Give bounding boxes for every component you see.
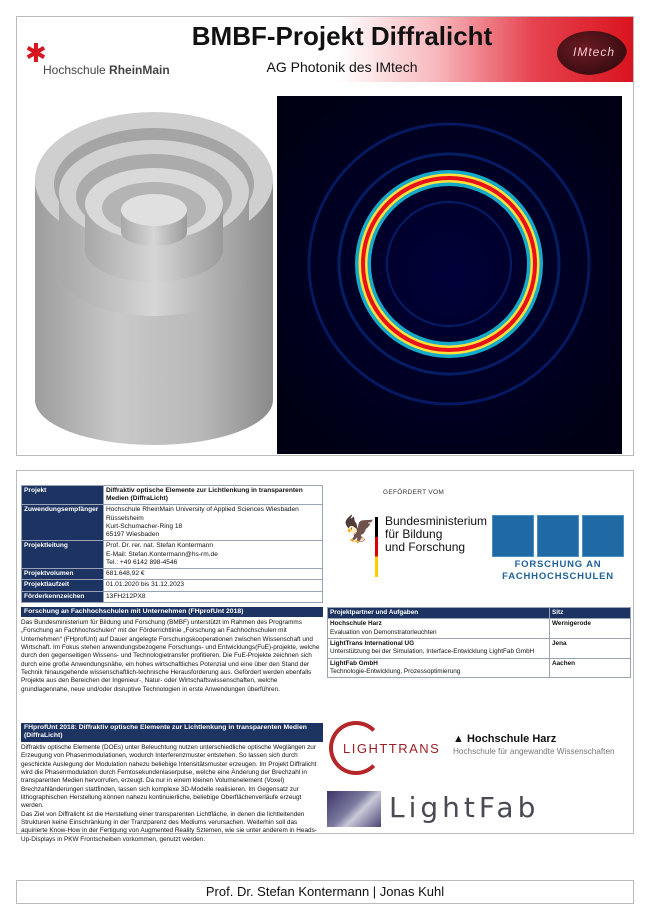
project-info-value: Diffraktiv optische Elemente zur Lichtlenkung in transparenten Medien (DiffraLicht) xyxy=(104,486,323,505)
poster-header xyxy=(16,16,634,82)
info-panel xyxy=(16,470,634,843)
german-flag-bar xyxy=(375,517,378,577)
fhprofunt-text: Das Bundesministerium für Bildung und Forschung (BMBF) unterstützt im Rahmen des Programms „Forschung an Fachhochschulen“ mit der Förderrichtlinie „Forschung an Fachhochschulen mit Unternehmen“ (FHprofUnt) auf Dauer angelegte Forschungskooperationen zwischen Wissenschaft und Wirtschaft. Im Fokus stehen anwendungsbezogene Forschungs- und Entwicklungs(FuE)-projekte, welche durch den gegenseitigen Wissens- und Technologietransfer profitieren. Die FuE-Projekte zeichnen sich durch eine große Anwendungsnähe, ein hohes wirtschaftliches Potenzial und eine über den Stand der Technik hinausgehende wissenschaftlich-technische Herausforderung aus. Gefördert werden ebenfalls Projekte aus den Bereichen der Ingenieur-, Natur- oder Wirtschaftswissenschaften, welche grundlagennahe, neue und/oder disruptive Technologien in erste Anwendungen überführen. xyxy=(21,619,320,693)
lighttrans-wordmark: LIGHTTRANS xyxy=(343,741,441,756)
imtech-logo: IMtech xyxy=(557,31,627,75)
partner-task: Technologie-Entwicklung, Prozessoptimierung xyxy=(330,667,461,675)
lightfab-square-icon xyxy=(327,791,381,827)
partner-cell xyxy=(328,619,550,639)
project-info-key: Projektvolumen xyxy=(22,569,104,580)
network-icon xyxy=(492,515,534,557)
partner-row xyxy=(328,638,631,658)
project-info-key: Zuwendungsempfänger xyxy=(22,505,104,541)
partner-sitz: Wernigerode xyxy=(550,619,631,639)
hochschule-harz-logo xyxy=(453,733,633,756)
partner-name: LightFab GmbH xyxy=(330,659,378,667)
lightfab-logo xyxy=(327,789,627,829)
poster-subtitle: AG Photonik des IMtech xyxy=(266,59,418,75)
authors-footer: Prof. Dr. Stefan Kontermann | Jonas Kuhl xyxy=(16,880,634,904)
harz-name: ▲ Hochschule Harz xyxy=(453,733,557,745)
partner-name: Hochschule Harz xyxy=(330,620,382,628)
project-info-value: 13FH212PX8 xyxy=(104,591,323,602)
building-icon xyxy=(537,515,579,557)
lighttrans-logo xyxy=(329,721,447,771)
project-info-row xyxy=(22,541,323,569)
sponsor-label: GEFÖRDERT VOM xyxy=(383,489,445,496)
bmbf-wordmark: Bundesministerium für Bildung und Forschung xyxy=(385,514,488,554)
project-info-row xyxy=(22,591,323,602)
project-info-row xyxy=(22,505,323,541)
partners-header-row xyxy=(328,608,631,619)
federal-eagle-icon: 🦅 xyxy=(343,515,376,545)
project-info-key: Projektlaufzeit xyxy=(22,580,104,591)
project-info-table xyxy=(21,485,323,603)
fhprofunt-heading: Forschung an Fachhochschulen mit Unternehmen (FHprofUnt 2018) xyxy=(21,607,323,617)
doe-3d-model-image xyxy=(29,100,279,450)
project-info-value: 681.648,92 € xyxy=(104,569,323,580)
partner-sitz: Jena xyxy=(550,638,631,658)
harz-subtitle: Hochschule für angewandte Wissenschaften xyxy=(453,747,615,756)
partner-sitz: Aachen xyxy=(550,658,631,678)
partner-name: LightTrans International UG xyxy=(330,639,415,647)
diffraction-simulation-image xyxy=(277,96,622,454)
partner-row xyxy=(328,658,631,678)
program-line2: FACHHOCHSCHULEN xyxy=(502,571,614,582)
partner-task: Unterstützung bei der Simulation, Interface-Entwicklung LightFab GmbH xyxy=(330,648,535,656)
project-info-key: Projektleitung xyxy=(22,541,104,569)
hochschule-rheinmain-logo xyxy=(23,41,173,77)
forschung-an-fachhochschulen-logo xyxy=(485,515,631,585)
partner-cell xyxy=(328,638,550,658)
diffralicht-heading: FHprofUnt 2018: Diffraktiv optische Elemente zur Lichtlenkung in transparenten Medien (DiffraLicht) xyxy=(21,723,323,742)
image-panel xyxy=(16,82,634,456)
project-info-key: Förderkennzeichen xyxy=(22,591,104,602)
project-info-key: Projekt xyxy=(22,486,104,505)
partners-header-sitz: Sitz xyxy=(550,608,631,619)
bmbf-logo xyxy=(339,513,487,583)
partner-task: Evaluation von Demonstratorleuchten xyxy=(330,628,437,636)
partner-cell xyxy=(328,658,550,678)
rheinmain-star-icon: ✱ xyxy=(25,39,47,69)
partner-row xyxy=(328,619,631,639)
poster-title: BMBF-Projekt Diffralicht xyxy=(191,21,493,51)
diffralicht-text: Diffraktiv optische Elemente (DOEs) unter Beleuchtung nutzen unterschiedliche optische Weglängen zur Erzeugung von Phasenmodulationen, wodurch Interferenzmuster entstehen. So lassen sich durch geschickte Auslegung der Modulation nahezu beliebige Intensitätsmuster erzeugen. Im Projekt Diffralicht wird die Phasenmodulation durch Femtosekundenlaserpulse, welche eine Änderung der Brechzahl in transparenten Medien hervorrufen, erzeugt. Da nur in einem kleinen Volumenelement (Voxel) Brechzahländerungen stattfinden, lassen sich komplexe 3D-Modelle realisieren. Im Gegensatz zur lithographischen Herstellung können nahezu kontinuierliche, beliebige Oberflächenverläufe erzeugt werden. Das Ziel von Diffralicht ist die Herstellung einer transparenten Lichtfläche, in denen die lichtleitenden Strukturen keine Einschränkung in der Tranzparenz des Mediums verursachen. Weiterhin soll das aquirierte Know-How in der Fertigung von Augmented Reality Sztemen, wie sie unter anderem in Heads-Up-Displays in PKW Frontscheiben vorkommen, genutzt werden. xyxy=(21,744,317,843)
project-info-value: 01.01.2020 bis 31.12.2023 xyxy=(104,580,323,591)
project-info-row xyxy=(22,486,323,505)
partners-table xyxy=(327,607,631,678)
partners-header-partner: Projektpartner und Aufgaben xyxy=(328,608,550,619)
project-info-value: Prof. Dr. rer. nat. Stefan Kontermann E-Mail: Stefan.Kontermann@hs-rm.de Tel.: +49 6142 898-4546 xyxy=(104,541,323,569)
program-line1: FORSCHUNG AN xyxy=(514,559,602,570)
project-info-value: Hochschule RheinMain University of Applied Sciences Wiesbaden Rüsselsheim Kurt-Schumacher-Ring 18 65197 Wiesbaden xyxy=(104,505,323,541)
project-info-row xyxy=(22,569,323,580)
hochschule-rheinmain-wordmark: Hochschule RheinMain xyxy=(43,63,170,77)
monitor-icon xyxy=(582,515,624,557)
lightfab-wordmark: LightFab xyxy=(389,791,540,824)
project-info-row xyxy=(22,580,323,591)
